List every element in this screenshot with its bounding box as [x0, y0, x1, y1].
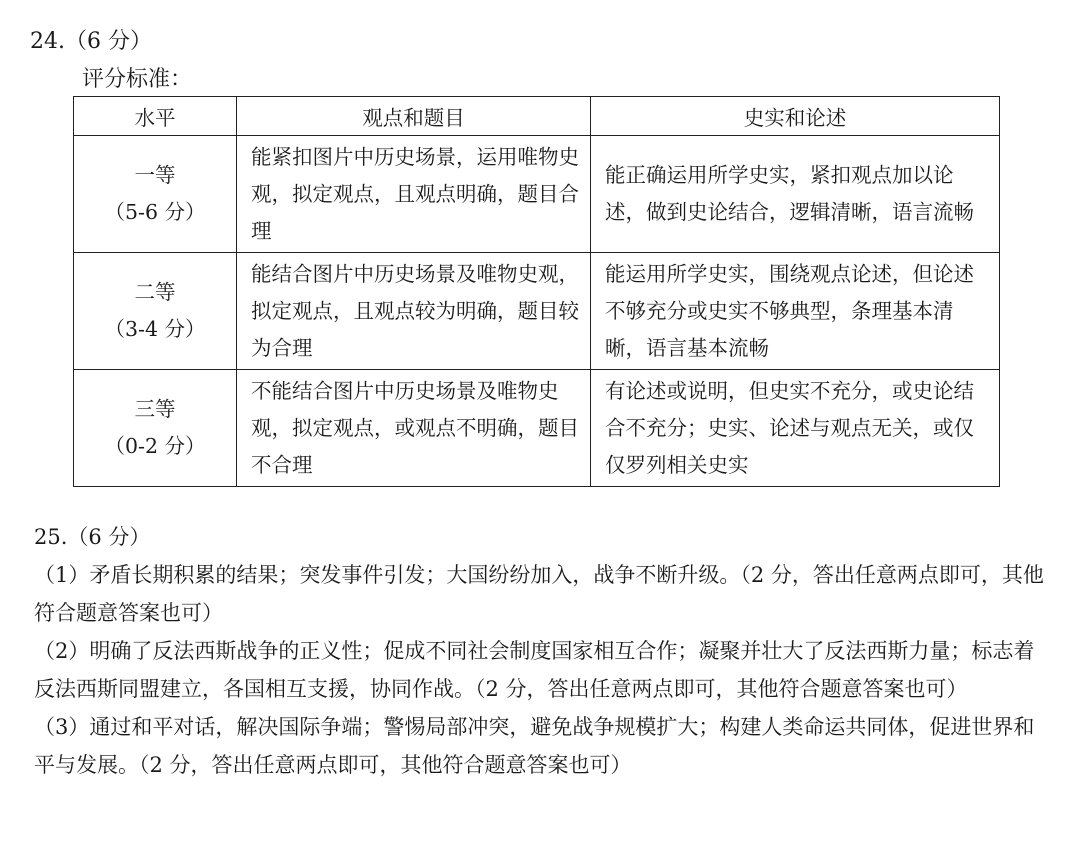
answer-paragraph-1: （1）矛盾长期积累的结果；突发事件引发；大国纷纷加入，战争不断升级。（2 分，答出任意两点即可，其他符合题意答案也可） [34, 563, 1044, 625]
table-row [74, 370, 1000, 487]
header-level: 水平 [74, 97, 237, 136]
facts-cell: 能运用所学史实，围绕观点论述，但论述不够充分或史实不够典型，条理基本清晰，语言基本流畅 [591, 253, 1000, 370]
scoring-standard-label: 评分标准： [82, 67, 193, 92]
question-25-title: 25.（6 分） [34, 525, 151, 549]
header-facts: 史实和论述 [591, 97, 1000, 136]
level-cell [74, 253, 237, 370]
level-cell [74, 136, 237, 253]
answer-paragraph-3: （3）通过和平对话，解决国际争端；警惕局部冲突，避免战争规模扩大；构建人类命运共同体，促进世界和平与发展。（2 分，答出任意两点即可，其他符合题意答案也可） [34, 715, 1035, 777]
facts-cell: 有论述或说明，但史实不充分，或史论结合不充分；史实、论述与观点无关，或仅仅罗列相关史实 [591, 370, 1000, 487]
viewpoint-cell: 能结合图片中历史场景及唯物史观，拟定观点，且观点较为明确，题目较为合理 [237, 253, 591, 370]
table-row [74, 136, 1000, 253]
level-name: 三等 [134, 397, 176, 421]
scoring-rubric-table [73, 96, 1000, 487]
level-range: （5-6 分） [104, 200, 206, 224]
viewpoint-cell: 能紧扣图片中历史场景，运用唯物史观，拟定观点，且观点明确，题目合理 [237, 136, 591, 253]
level-cell [74, 370, 237, 487]
table-header-row [74, 97, 1000, 136]
question-25 [34, 518, 1049, 784]
viewpoint-cell: 不能结合图片中历史场景及唯物史观，拟定观点，或观点不明确，题目不合理 [237, 370, 591, 487]
level-name: 二等 [134, 280, 176, 304]
facts-cell: 能正确运用所学史实，紧扣观点加以论述，做到史论结合，逻辑清晰，语言流畅 [591, 136, 1000, 253]
level-range: （0-2 分） [104, 434, 206, 458]
level-range: （3-4 分） [104, 317, 206, 341]
table-row [74, 253, 1000, 370]
level-name: 一等 [134, 163, 176, 187]
question-24-title: 24.（6 分） [30, 29, 152, 54]
answer-paragraph-2: （2）明确了反法西斯战争的正义性；促成不同社会制度国家相互合作；凝聚并壮大了反法西斯力量；标志着反法西斯同盟建立，各国相互支援，协同作战。（2 分，答出任意两点即可，其他符合题意答案也可） [34, 639, 1035, 701]
header-viewpoint: 观点和题目 [237, 97, 591, 136]
